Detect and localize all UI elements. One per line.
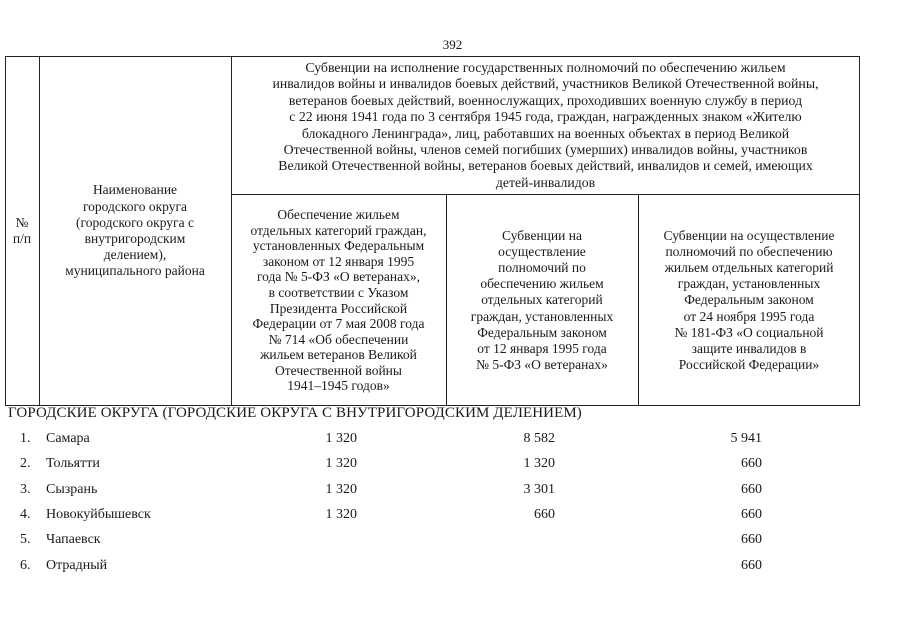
table-row <box>0 558 905 578</box>
row-value-1: 1 320 <box>325 431 357 446</box>
row-value-1: 1 320 <box>325 507 357 522</box>
row-value-2: 660 <box>534 507 555 522</box>
table-row <box>0 482 905 502</box>
row-value-3: 660 <box>741 482 762 497</box>
row-value-3: 660 <box>741 558 762 573</box>
row-number: 5. <box>20 532 31 547</box>
header-subcol-1: Обеспечение жильем отдельных категорий граждан, установленных Федеральным законом от 12 января 1995 года № 5-ФЗ «О ветеранах», в соответствии с Указом Президента Российской Федерации от 7 мая 2008 года № 714 «Об обеспечении жильем ветеранов Великой Отечественной войны 1941–1945 годов» <box>250 206 427 394</box>
row-number: 2. <box>20 456 31 471</box>
table-row <box>0 456 905 476</box>
header-subcol-2: Субвенции на осуществление полномочий по обеспечению жильем отдельных категорий граждан, установленных Федеральным законом от 12 января 1995 года № 5-ФЗ «О ветеранах» <box>470 227 614 373</box>
table-row <box>0 507 905 527</box>
row-value-2: 8 582 <box>523 431 555 446</box>
row-name: Новокуйбышевск <box>46 507 151 522</box>
row-number: 4. <box>20 507 31 522</box>
header-col-name: Наименование городского округа (городского округа с внутригородским делением), муниципального района <box>65 182 205 279</box>
row-value-2: 3 301 <box>523 482 555 497</box>
header-subcol-3: Субвенции на осуществление полномочий по обеспечению жильем отдельных категорий граждан, установленных Федеральным законом от 24 ноября 1995 года № 181-ФЗ «О социальной защите инвалидов в Российской Федерации» <box>663 227 835 373</box>
row-name: Чапаевск <box>46 532 101 547</box>
row-value-3: 5 941 <box>730 431 762 446</box>
section-title: ГОРОДСКИЕ ОКРУГА (ГОРОДСКИЕ ОКРУГА С ВНУТРИГОРОДСКИМ ДЕЛЕНИЕМ) <box>8 405 582 421</box>
row-number: 3. <box>20 482 31 497</box>
row-name: Отрадный <box>46 558 108 573</box>
row-name: Сызрань <box>46 482 98 497</box>
page-number: 392 <box>442 37 463 52</box>
row-value-1: 1 320 <box>325 482 357 497</box>
header-group-title: Субвенции на исполнение государственных полномочий по обеспечению жильем инвалидов войны и инвалидов боевых действий, участников Великой Отечественной войны, ветеранов боевых действий, военнослужащих, проходивших военную службу в период с 22 июня 1941 года по 3 сентября 1945 года, граждан, награжденных знаком «Жителю блокадного Ленинграда», лиц, работавших на военных объектах в период Великой Отечественной войны, членов семей погибших (умерших) инвалидов войны, участников Великой Отечественной войны, ветеранов боевых действий, инвалидов и семей, имеющих детей-инвалидов <box>272 59 819 190</box>
row-number: 1. <box>20 431 31 446</box>
row-value-3: 660 <box>741 456 762 471</box>
row-value-2: 1 320 <box>523 456 555 471</box>
row-name: Самара <box>46 431 90 446</box>
row-number: 6. <box>20 558 31 573</box>
table-row <box>0 431 905 451</box>
header-col-number: № п/п <box>12 214 32 246</box>
row-value-3: 660 <box>741 532 762 547</box>
row-value-1: 1 320 <box>325 456 357 471</box>
row-name: Тольятти <box>46 456 100 471</box>
table-row <box>0 532 905 552</box>
row-value-3: 660 <box>741 507 762 522</box>
